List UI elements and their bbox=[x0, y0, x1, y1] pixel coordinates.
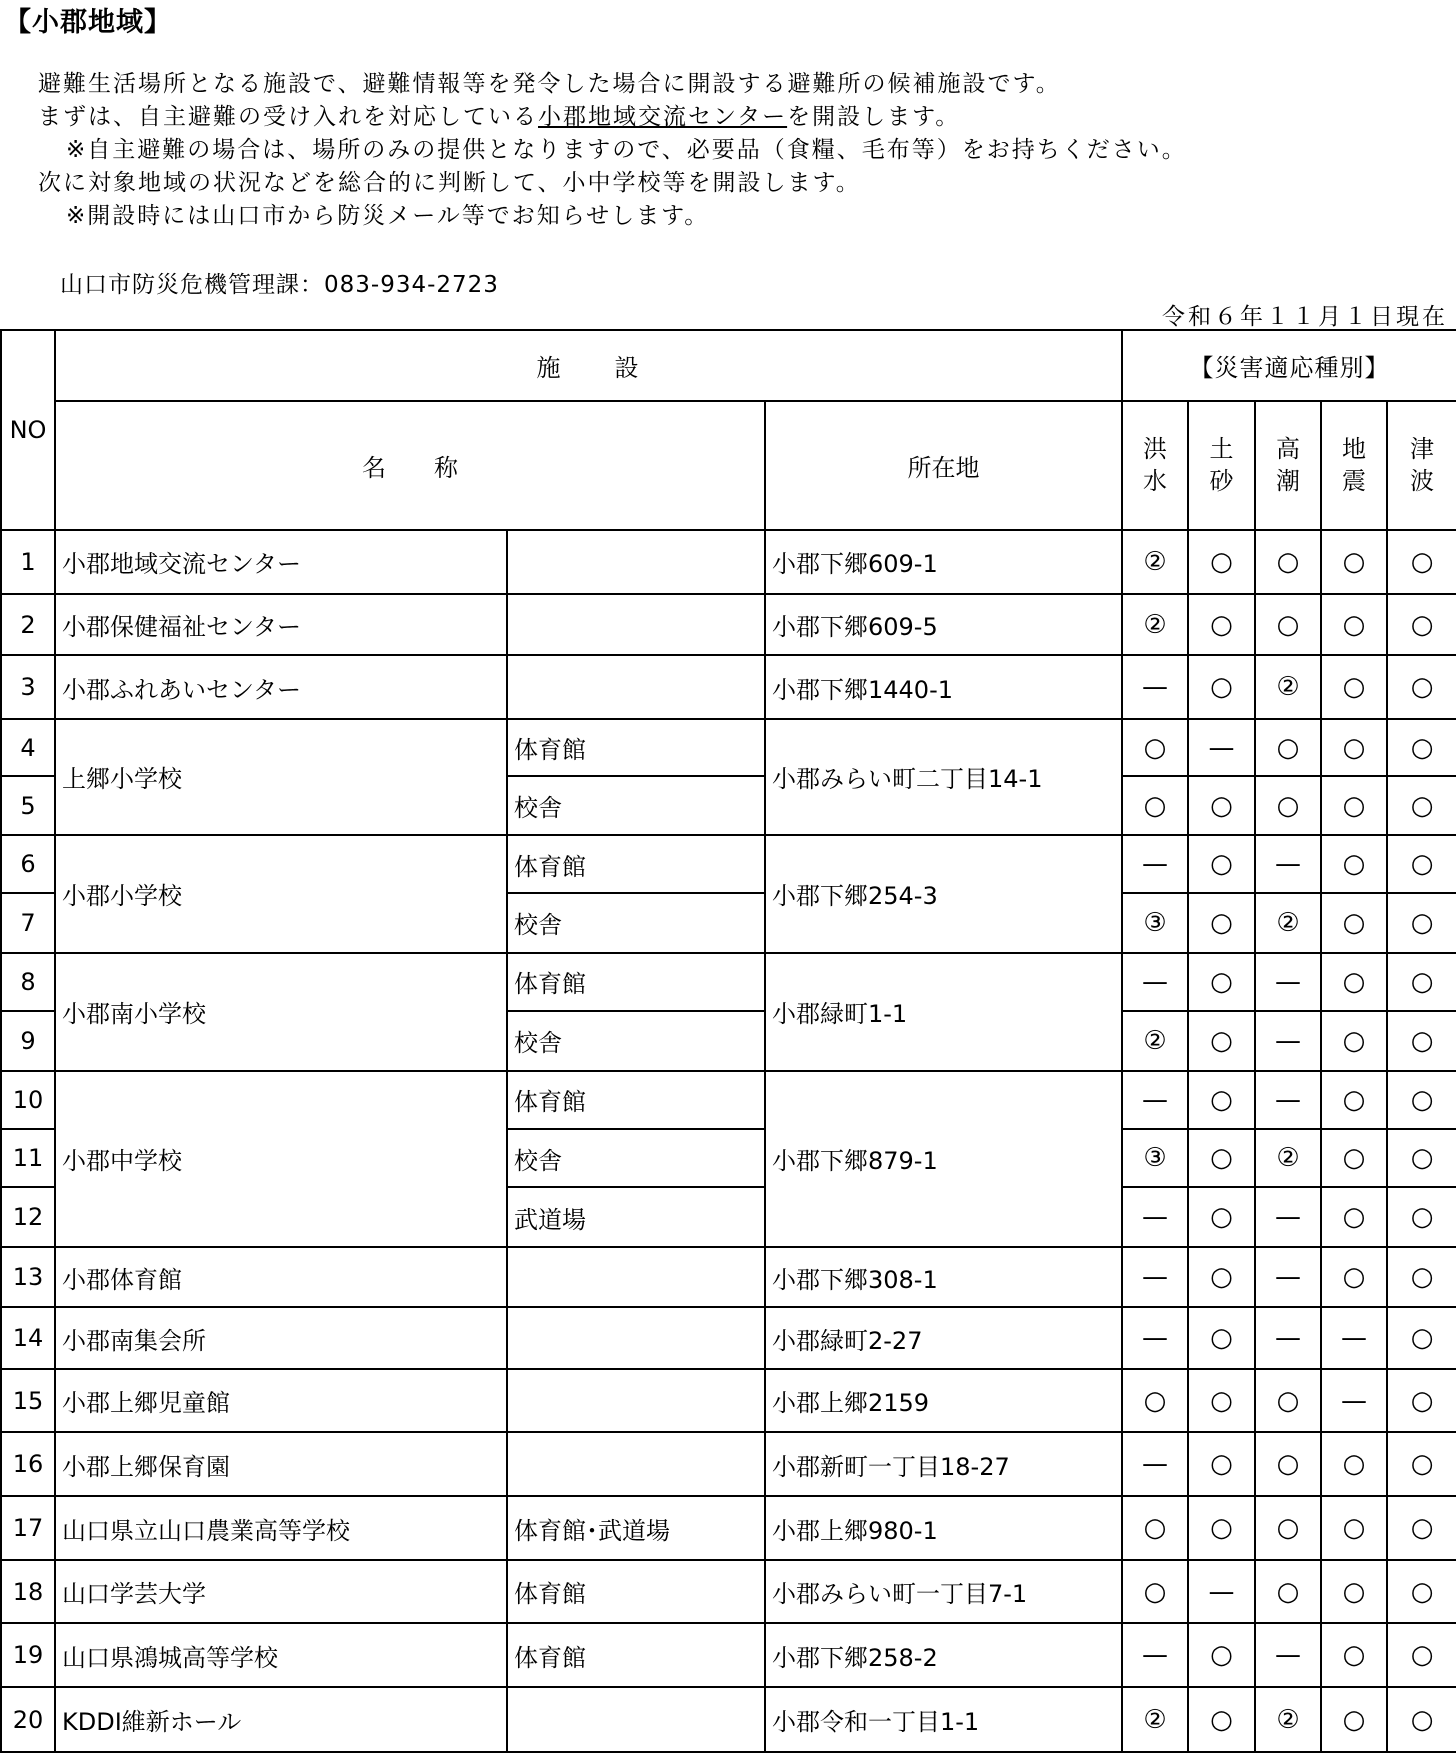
suitability-earthquake: ○ bbox=[1321, 1496, 1387, 1560]
suitability-tsunami: ○ bbox=[1387, 1432, 1456, 1495]
table-row bbox=[1, 530, 1456, 594]
facility-sub: 体育館 bbox=[507, 1623, 765, 1687]
facility-sub: 体育館 bbox=[507, 1071, 765, 1129]
suitability-landslide: ○ bbox=[1188, 776, 1255, 834]
suitability-landslide: ○ bbox=[1188, 1071, 1255, 1129]
row-no: 18 bbox=[1, 1560, 55, 1622]
suitability-flood: ② bbox=[1122, 594, 1188, 655]
suitability-flood: — bbox=[1122, 1307, 1188, 1368]
suitability-landslide: ○ bbox=[1188, 594, 1255, 655]
header-type-earthquake: 地 震 bbox=[1321, 401, 1387, 530]
suitability-earthquake: ○ bbox=[1321, 1687, 1387, 1752]
suitability-storm-surge: — bbox=[1255, 953, 1321, 1011]
facility-address: 小郡下郷879-1 bbox=[765, 1071, 1122, 1247]
suitability-landslide: ○ bbox=[1188, 835, 1255, 893]
facility-name: 小郡南集会所 bbox=[55, 1307, 507, 1368]
suitability-storm-surge: ○ bbox=[1255, 594, 1321, 655]
row-no: 5 bbox=[1, 776, 55, 834]
suitability-storm-surge: ② bbox=[1255, 655, 1321, 718]
suitability-landslide: ○ bbox=[1188, 1623, 1255, 1687]
facility-name: 小郡南小学校 bbox=[55, 953, 507, 1071]
row-no: 9 bbox=[1, 1011, 55, 1070]
suitability-flood: ○ bbox=[1122, 776, 1188, 834]
suitability-landslide: ○ bbox=[1188, 530, 1255, 594]
facility-sub: 校舎 bbox=[507, 776, 765, 834]
suitability-flood: — bbox=[1122, 1623, 1188, 1687]
facility-sub bbox=[507, 1369, 765, 1432]
suitability-flood: ② bbox=[1122, 1011, 1188, 1070]
suitability-tsunami: ○ bbox=[1387, 835, 1456, 893]
row-no: 3 bbox=[1, 655, 55, 718]
suitability-tsunami: ○ bbox=[1387, 530, 1456, 594]
suitability-earthquake: ○ bbox=[1321, 1187, 1387, 1246]
as-of-date: 令和６年１１月１日現在 bbox=[1162, 304, 1448, 330]
suitability-storm-surge: — bbox=[1255, 1011, 1321, 1070]
suitability-flood: ② bbox=[1122, 530, 1188, 594]
suitability-landslide: ○ bbox=[1188, 953, 1255, 1011]
suitability-landslide: ○ bbox=[1188, 893, 1255, 952]
suitability-flood: — bbox=[1122, 835, 1188, 893]
facility-sub: 体育館 bbox=[507, 1560, 765, 1622]
suitability-tsunami: ○ bbox=[1387, 655, 1456, 718]
suitability-landslide: ○ bbox=[1188, 1011, 1255, 1070]
facility-sub bbox=[507, 1247, 765, 1307]
row-no: 13 bbox=[1, 1247, 55, 1307]
facility-sub bbox=[507, 655, 765, 718]
header-facility: 施 設 bbox=[55, 330, 1122, 401]
facility-name: 小郡上郷児童館 bbox=[55, 1369, 507, 1432]
suitability-earthquake: — bbox=[1321, 1307, 1387, 1368]
suitability-flood: — bbox=[1122, 1432, 1188, 1495]
row-no: 17 bbox=[1, 1496, 55, 1560]
table-row bbox=[1, 1496, 1456, 1560]
suitability-storm-surge: — bbox=[1255, 1623, 1321, 1687]
suitability-flood: ○ bbox=[1122, 1496, 1188, 1560]
header-no: NO bbox=[1, 330, 55, 530]
header-name: 名 称 bbox=[55, 401, 765, 530]
facility-name: 山口県立山口農業高等学校 bbox=[55, 1496, 507, 1560]
suitability-tsunami: ○ bbox=[1387, 953, 1456, 1011]
suitability-tsunami: ○ bbox=[1387, 1247, 1456, 1307]
suitability-tsunami: ○ bbox=[1387, 776, 1456, 834]
suitability-earthquake: ○ bbox=[1321, 530, 1387, 594]
suitability-landslide: ○ bbox=[1188, 1432, 1255, 1495]
suitability-tsunami: ○ bbox=[1387, 1307, 1456, 1368]
row-no: 4 bbox=[1, 719, 55, 776]
facility-sub: 校舎 bbox=[507, 893, 765, 952]
facility-sub: 体育館･武道場 bbox=[507, 1496, 765, 1560]
intro-line-1: 避難生活場所となる施設で、避難情報等を発令した場合に開設する避難所の候補施設です。 bbox=[38, 71, 1061, 97]
row-no: 12 bbox=[1, 1187, 55, 1246]
facility-sub: 武道場 bbox=[507, 1187, 765, 1246]
facility-sub bbox=[507, 594, 765, 655]
suitability-storm-surge: — bbox=[1255, 1071, 1321, 1129]
table-row bbox=[1, 1307, 1456, 1368]
row-no: 20 bbox=[1, 1687, 55, 1752]
suitability-landslide: — bbox=[1188, 719, 1255, 776]
suitability-storm-surge: ② bbox=[1255, 1687, 1321, 1752]
suitability-earthquake: ○ bbox=[1321, 719, 1387, 776]
row-no: 19 bbox=[1, 1623, 55, 1687]
table-row bbox=[1, 1560, 1456, 1622]
facility-address: 小郡下郷254-3 bbox=[765, 835, 1122, 953]
facility-sub bbox=[507, 1307, 765, 1368]
facility-address: 小郡下郷1440-1 bbox=[765, 655, 1122, 718]
table-row bbox=[1, 1247, 1456, 1307]
table-row bbox=[1, 1071, 1456, 1129]
facility-sub: 体育館 bbox=[507, 953, 765, 1011]
suitability-tsunami: ○ bbox=[1387, 719, 1456, 776]
facility-address: 小郡令和一丁目1-1 bbox=[765, 1687, 1122, 1752]
facility-name: 小郡保健福祉センター bbox=[55, 594, 507, 655]
suitability-flood: ③ bbox=[1122, 893, 1188, 952]
suitability-earthquake: ○ bbox=[1321, 655, 1387, 718]
facility-address: 小郡下郷609-5 bbox=[765, 594, 1122, 655]
suitability-storm-surge: ○ bbox=[1255, 530, 1321, 594]
suitability-flood: ○ bbox=[1122, 1560, 1188, 1622]
facility-address: 小郡みらい町一丁目7-1 bbox=[765, 1560, 1122, 1622]
facility-name: 上郷小学校 bbox=[55, 719, 507, 835]
row-no: 16 bbox=[1, 1432, 55, 1495]
suitability-earthquake: ○ bbox=[1321, 1623, 1387, 1687]
table-row bbox=[1, 1687, 1456, 1752]
suitability-storm-surge: — bbox=[1255, 1307, 1321, 1368]
suitability-storm-surge: — bbox=[1255, 1187, 1321, 1246]
intro-line-5: ※開設時には山口市から防災メール等でお知らせします。 bbox=[66, 203, 710, 229]
header-type-tsunami: 津 波 bbox=[1387, 401, 1456, 530]
suitability-tsunami: ○ bbox=[1387, 1129, 1456, 1187]
facility-sub bbox=[507, 1687, 765, 1752]
header-disaster-types: 【災害適応種別】 bbox=[1122, 330, 1456, 401]
intro-line-2-after: を開設します。 bbox=[787, 104, 961, 130]
page-heading: 【小郡地域】 bbox=[4, 7, 172, 38]
suitability-earthquake: ○ bbox=[1321, 1560, 1387, 1622]
row-no: 10 bbox=[1, 1071, 55, 1129]
suitability-flood: — bbox=[1122, 1187, 1188, 1246]
intro-link-center: 小郡地域交流センター bbox=[538, 104, 788, 130]
facility-address: 小郡上郷980-1 bbox=[765, 1496, 1122, 1560]
suitability-storm-surge: ○ bbox=[1255, 1496, 1321, 1560]
suitability-tsunami: ○ bbox=[1387, 1496, 1456, 1560]
suitability-flood: ○ bbox=[1122, 719, 1188, 776]
suitability-storm-surge: ○ bbox=[1255, 719, 1321, 776]
suitability-tsunami: ○ bbox=[1387, 1369, 1456, 1432]
suitability-flood: — bbox=[1122, 1071, 1188, 1129]
suitability-storm-surge: — bbox=[1255, 1247, 1321, 1307]
header-address: 所在地 bbox=[765, 401, 1122, 530]
row-no: 11 bbox=[1, 1129, 55, 1187]
facility-name: 小郡中学校 bbox=[55, 1071, 507, 1247]
facility-name: 小郡体育館 bbox=[55, 1247, 507, 1307]
facility-name: 山口学芸大学 bbox=[55, 1560, 507, 1622]
suitability-landslide: ○ bbox=[1188, 655, 1255, 718]
contact-info: 山口市防災危機管理課：083-934-2723 bbox=[60, 272, 499, 298]
suitability-flood: ③ bbox=[1122, 1129, 1188, 1187]
row-no: 1 bbox=[1, 530, 55, 594]
table-row bbox=[1, 1432, 1456, 1495]
facility-sub: 体育館 bbox=[507, 835, 765, 893]
row-no: 2 bbox=[1, 594, 55, 655]
facility-sub: 体育館 bbox=[507, 719, 765, 776]
row-no: 15 bbox=[1, 1369, 55, 1432]
header-type-landslide: 土 砂 bbox=[1188, 401, 1255, 530]
facility-address: 小郡新町一丁目18-27 bbox=[765, 1432, 1122, 1495]
table-row bbox=[1, 953, 1456, 1011]
table-row bbox=[1, 594, 1456, 655]
suitability-flood: — bbox=[1122, 953, 1188, 1011]
table-row bbox=[1, 719, 1456, 776]
suitability-earthquake: ○ bbox=[1321, 835, 1387, 893]
suitability-earthquake: ○ bbox=[1321, 594, 1387, 655]
intro-line-3: ※自主避難の場合は、場所のみの提供となりますので、必要品（食糧、毛布等）をお持ちください。 bbox=[66, 137, 1187, 163]
facility-name: 小郡地域交流センター bbox=[55, 530, 507, 594]
table-row bbox=[1, 1369, 1456, 1432]
suitability-storm-surge: — bbox=[1255, 835, 1321, 893]
suitability-landslide: ○ bbox=[1188, 1307, 1255, 1368]
suitability-earthquake: ○ bbox=[1321, 1247, 1387, 1307]
suitability-landslide: ○ bbox=[1188, 1687, 1255, 1752]
facility-address: 小郡みらい町二丁目14-1 bbox=[765, 719, 1122, 835]
facility-name: 小郡上郷保育園 bbox=[55, 1432, 507, 1495]
suitability-landslide: ○ bbox=[1188, 1247, 1255, 1307]
suitability-landslide: ○ bbox=[1188, 1496, 1255, 1560]
row-no: 14 bbox=[1, 1307, 55, 1368]
row-no: 6 bbox=[1, 835, 55, 893]
intro-line-2 bbox=[38, 101, 1187, 134]
facility-address: 小郡緑町1-1 bbox=[765, 953, 1122, 1071]
facility-sub bbox=[507, 1432, 765, 1495]
suitability-landslide: ○ bbox=[1188, 1187, 1255, 1246]
row-no: 8 bbox=[1, 953, 55, 1011]
suitability-tsunami: ○ bbox=[1387, 893, 1456, 952]
suitability-tsunami: ○ bbox=[1387, 594, 1456, 655]
table-row bbox=[1, 835, 1456, 893]
suitability-earthquake: ○ bbox=[1321, 1071, 1387, 1129]
suitability-storm-surge: ○ bbox=[1255, 1432, 1321, 1495]
suitability-flood: ○ bbox=[1122, 1369, 1188, 1432]
facility-address: 小郡下郷258-2 bbox=[765, 1623, 1122, 1687]
facility-name: 山口県鴻城高等学校 bbox=[55, 1623, 507, 1687]
header-type-flood: 洪 水 bbox=[1122, 401, 1188, 530]
row-no: 7 bbox=[1, 893, 55, 952]
facility-address: 小郡下郷308-1 bbox=[765, 1247, 1122, 1307]
suitability-storm-surge: ② bbox=[1255, 893, 1321, 952]
facility-sub: 校舎 bbox=[507, 1129, 765, 1187]
suitability-tsunami: ○ bbox=[1387, 1560, 1456, 1622]
suitability-landslide: ○ bbox=[1188, 1129, 1255, 1187]
suitability-landslide: ○ bbox=[1188, 1369, 1255, 1432]
suitability-earthquake: ○ bbox=[1321, 1011, 1387, 1070]
table-row bbox=[1, 1623, 1456, 1687]
table-row bbox=[1, 655, 1456, 718]
facility-name: 小郡小学校 bbox=[55, 835, 507, 953]
facility-address: 小郡緑町2-27 bbox=[765, 1307, 1122, 1368]
facility-sub: 校舎 bbox=[507, 1011, 765, 1070]
suitability-storm-surge: ○ bbox=[1255, 1369, 1321, 1432]
facility-name: 小郡ふれあいセンター bbox=[55, 655, 507, 718]
facility-name: KDDI維新ホール bbox=[55, 1687, 507, 1752]
facility-address: 小郡上郷2159 bbox=[765, 1369, 1122, 1432]
suitability-storm-surge: ② bbox=[1255, 1129, 1321, 1187]
suitability-earthquake: ○ bbox=[1321, 953, 1387, 1011]
suitability-earthquake: ○ bbox=[1321, 1432, 1387, 1495]
suitability-storm-surge: ○ bbox=[1255, 776, 1321, 834]
suitability-tsunami: ○ bbox=[1387, 1011, 1456, 1070]
facility-address: 小郡下郷609-1 bbox=[765, 530, 1122, 594]
suitability-earthquake: ○ bbox=[1321, 776, 1387, 834]
suitability-storm-surge: ○ bbox=[1255, 1560, 1321, 1622]
intro-line-2-before: まずは、自主避難の受け入れを対応している bbox=[38, 104, 538, 130]
suitability-flood: — bbox=[1122, 1247, 1188, 1307]
shelter-table bbox=[0, 329, 1456, 1753]
intro-line-4: 次に対象地域の状況などを総合的に判断して、小中学校等を開設します。 bbox=[38, 170, 861, 196]
suitability-flood: ② bbox=[1122, 1687, 1188, 1752]
suitability-earthquake: ○ bbox=[1321, 893, 1387, 952]
suitability-flood: — bbox=[1122, 655, 1188, 718]
header-type-storm-surge: 高 潮 bbox=[1255, 401, 1321, 530]
suitability-earthquake: ○ bbox=[1321, 1129, 1387, 1187]
suitability-tsunami: ○ bbox=[1387, 1623, 1456, 1687]
facility-sub bbox=[507, 530, 765, 594]
suitability-landslide: — bbox=[1188, 1560, 1255, 1622]
suitability-tsunami: ○ bbox=[1387, 1687, 1456, 1752]
suitability-tsunami: ○ bbox=[1387, 1187, 1456, 1246]
suitability-earthquake: — bbox=[1321, 1369, 1387, 1432]
suitability-tsunami: ○ bbox=[1387, 1071, 1456, 1129]
intro-text bbox=[38, 68, 1187, 233]
